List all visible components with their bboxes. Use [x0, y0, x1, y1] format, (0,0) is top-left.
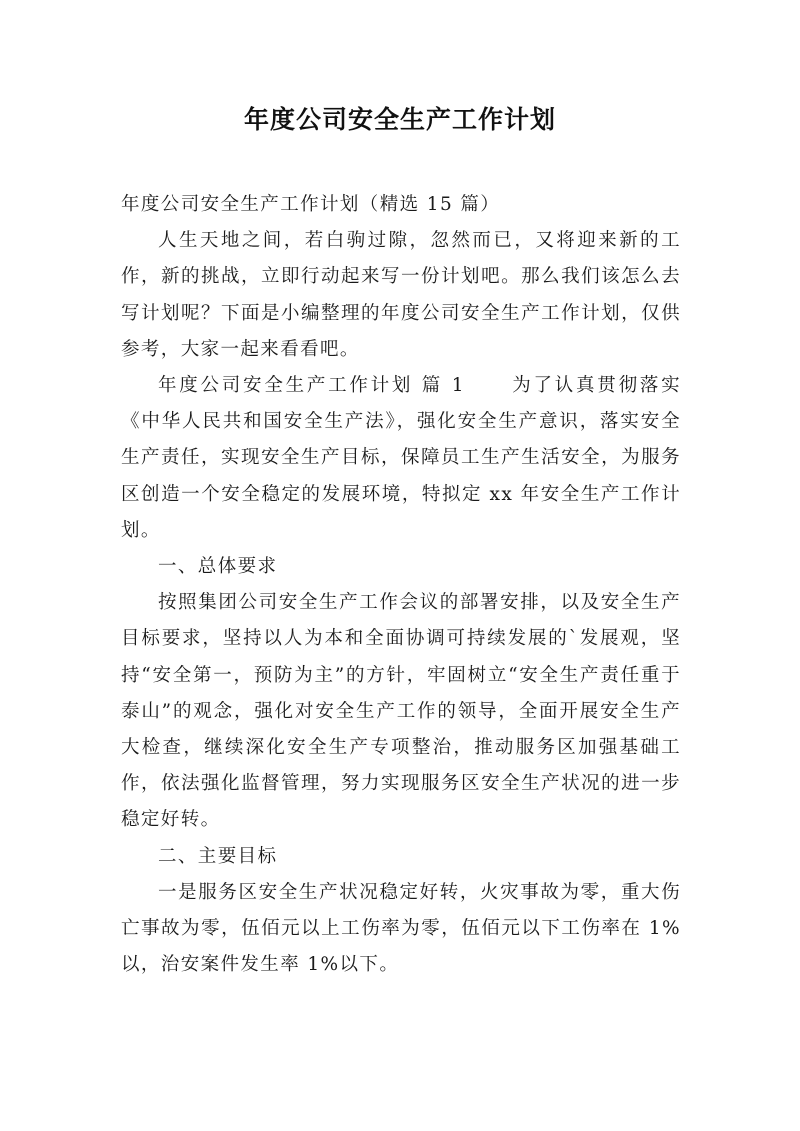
section-2-paragraph: 一是服务区安全生产状况稳定好转，火灾事故为零，重大伤亡事故为零，伍佰元以上工伤率为零，伍佰元以下工伤率在 1%以，治安案件发生率 1%以下。 — [121, 881, 681, 976]
piece-label: 年度公司安全生产工作计划 篇 1 — [158, 375, 465, 397]
document-subtitle: 年度公司安全生产工作计划（精选 15 篇） — [121, 194, 501, 215]
section-2-heading: 二、主要目标 — [158, 845, 278, 867]
section-1-paragraph: 按照集团公司安全生产工作会议的部署安排，以及安全生产目标要求，坚持以人为本和全面协调可持续发展的`发展观，坚持“安全第一，预防为主”的方针，牢固树立“安全生产责任重于泰山”的观念，强化对安全生产工作的领导，全面开展安全生产大检查，继续深化安全生产专项整治，推动服务区加强基础工作，依法强化监督管理，努力实现服务区安全生产状况的进一步稳定好转。 — [121, 592, 681, 831]
piece-paragraph — [121, 368, 681, 549]
section-1-heading: 一、总体要求 — [158, 556, 278, 578]
intro-paragraph: 人生天地之间，若白驹过隙，忽然而已，又将迎来新的工作，新的挑战，立即行动起来写一份计划吧。那么我们该怎么去写计划呢？下面是小编整理的年度公司安全生产工作计划，仅供参考，大家一起来看看吧。 — [121, 230, 681, 360]
piece-text: 为了认真贯彻落实《中华人民共和国安全生产法》，强化安全生产意识，落实安全生产责任，实现安全生产目标，保障员工生产生活安全，为服务区创造一个安全稳定的发展环境，特拟定 xx 年安全生产工作计划。 — [121, 375, 681, 541]
document-title: 年度公司安全生产工作计划 — [243, 105, 556, 134]
document-body — [121, 187, 681, 983]
